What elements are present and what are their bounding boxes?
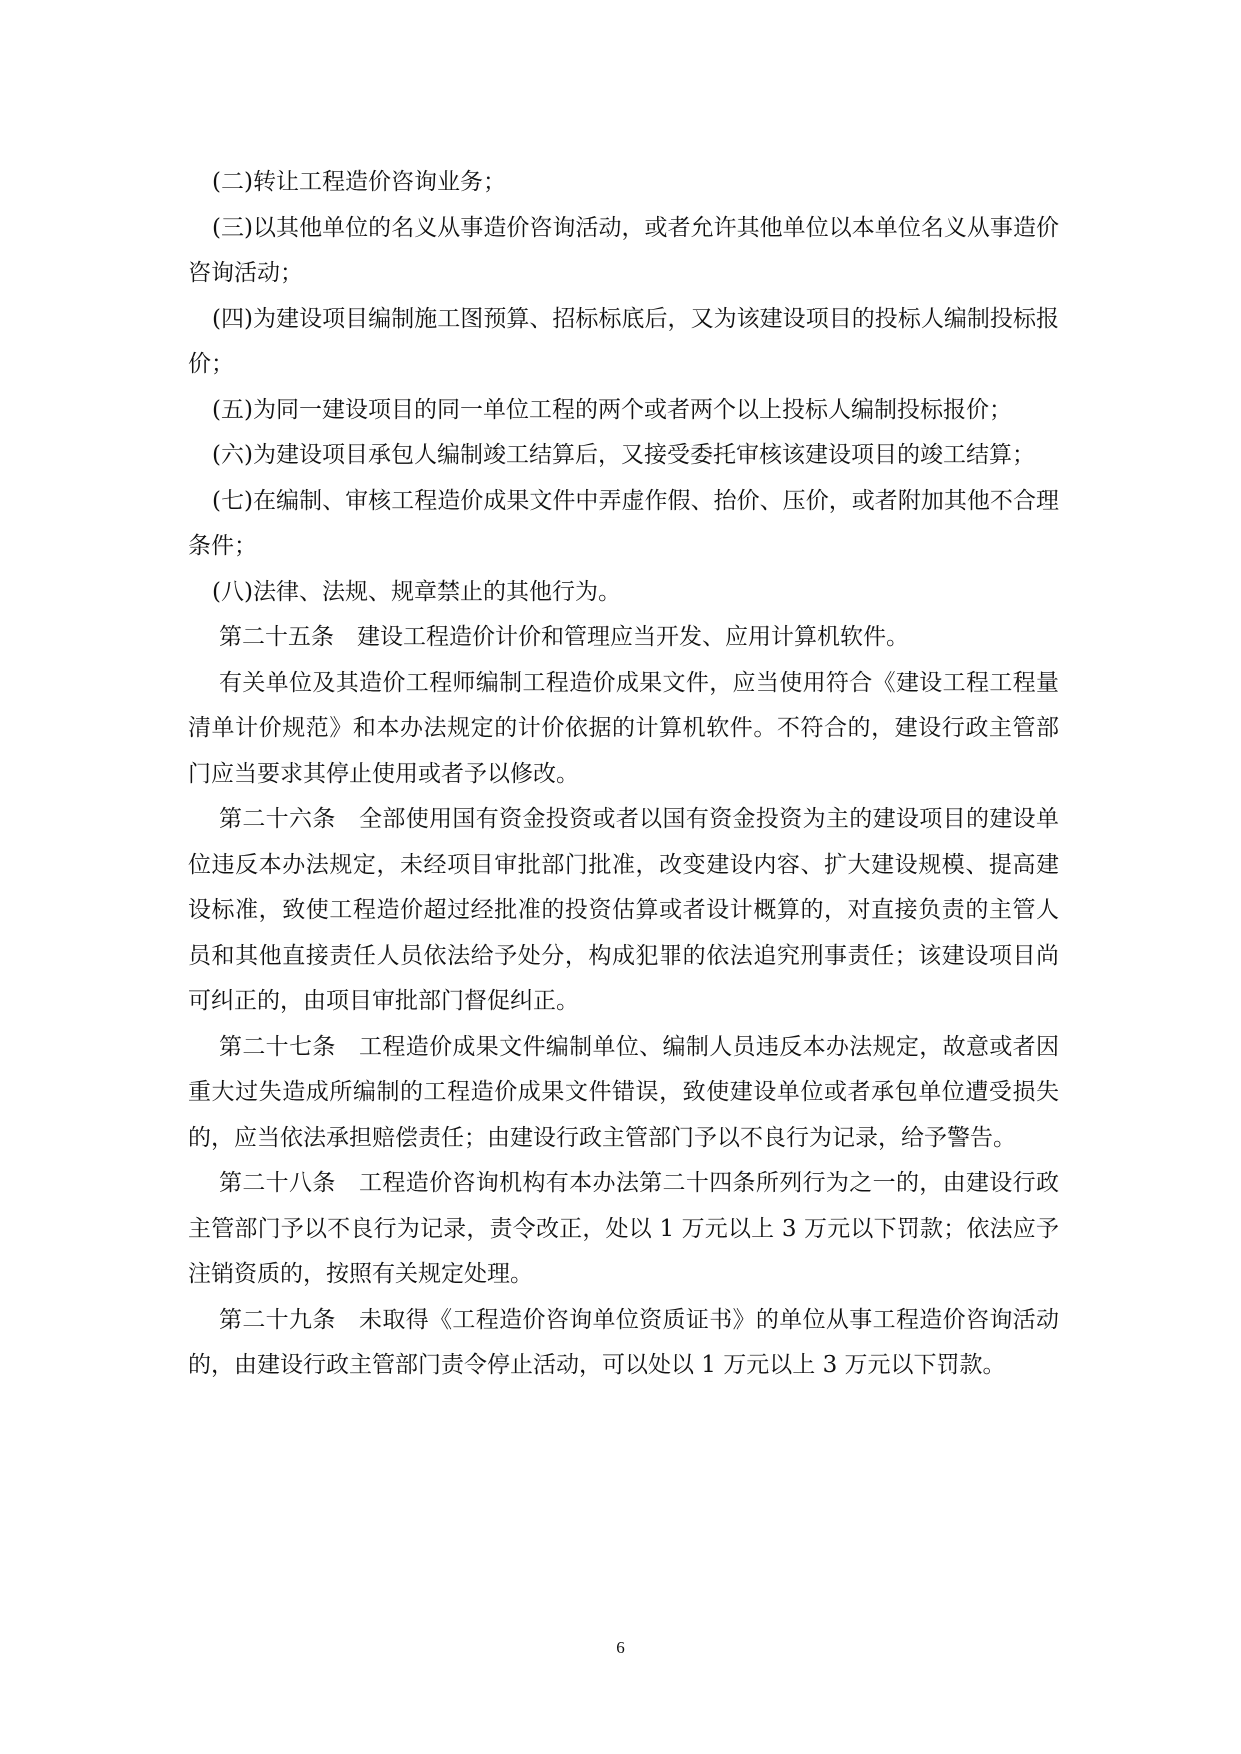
page-number: 6 bbox=[616, 1638, 625, 1657]
document-body bbox=[188, 160, 1059, 1389]
article-29: 第二十九条 未取得《工程造价咨询单位资质证书》的单位从事工程造价咨询活动的，由建设行政主管部门责令停止活动，可以处以 1 万元以上 3 万元以下罚款。 bbox=[188, 1306, 1059, 1378]
article-28: 第二十八条 工程造价咨询机构有本办法第二十四条所列行为之一的，由建设行政主管部门予以不良行为记录，责令改正，处以 1 万元以上 3 万元以下罚款；依法应予注销资质的，按照有关规定处理。 bbox=[188, 1170, 1059, 1287]
clause-item-8: (八)法律、法规、规章禁止的其他行为。 bbox=[212, 578, 621, 605]
clause-item-7: (七)在编制、审核工程造价成果文件中弄虚作假、抬价、压价，或者附加其他不合理条件； bbox=[188, 487, 1059, 559]
article-26: 第二十六条 全部使用国有资金投资或者以国有资金投资为主的建设项目的建设单位违反本办法规定，未经项目审批部门批准，改变建设内容、扩大建设规模、提高建设标准，致使工程造价超过经批准的投资估算或者设计概算的，对直接负责的主管人员和其他直接责任人员依法给予处分，构成犯罪的依法追究刑事责任；该建设项目尚可纠正的，由项目审批部门督促纠正。 bbox=[188, 806, 1059, 1014]
clause-item-5: (五)为同一建设项目的同一单位工程的两个或者两个以上投标人编制投标报价； bbox=[212, 396, 1012, 423]
clause-item-3: (三)以其他单位的名义从事造价咨询活动，或者允许其他单位以本单位名义从事造价咨询活动； bbox=[188, 214, 1059, 286]
clause-item-4: (四)为建设项目编制施工图预算、招标标底后，又为该建设项目的投标人编制投标报价； bbox=[188, 305, 1059, 377]
clause-item-6: (六)为建设项目承包人编制竣工结算后，又接受委托审核该建设项目的竣工结算； bbox=[212, 442, 1035, 468]
article-25-paragraph-2: 有关单位及其造价工程师编制工程造价成果文件，应当使用符合《建设工程工程量清单计价规范》和本办法规定的计价依据的计算机软件。不符合的，建设行政主管部门应当要求其停止使用或者予以修改。 bbox=[188, 669, 1059, 787]
article-25: 第二十五条 建设工程造价计价和管理应当开发、应用计算机软件。 bbox=[219, 624, 909, 650]
clause-item-2: (二)转让工程造价咨询业务； bbox=[212, 169, 506, 195]
article-27: 第二十七条 工程造价成果文件编制单位、编制人员违反本办法规定，故意或者因重大过失造成所编制的工程造价成果文件错误，致使建设单位或者承包单位遭受损失的，应当依法承担赔偿责任；由建设行政主管部门予以不良行为记录，给予警告。 bbox=[188, 1033, 1059, 1151]
